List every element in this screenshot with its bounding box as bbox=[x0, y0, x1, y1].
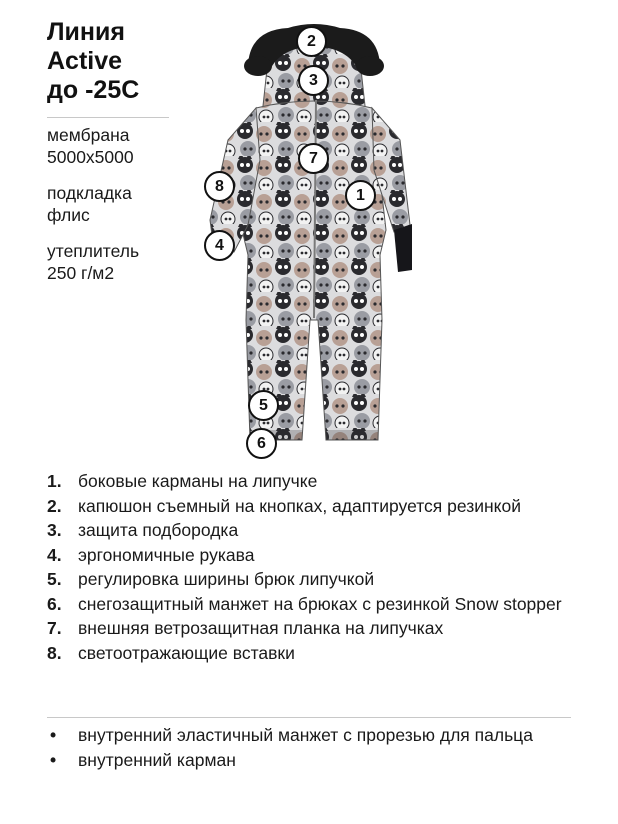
marker-3: 3 bbox=[298, 65, 329, 96]
spec-membrane-value: 5000х5000 bbox=[47, 147, 134, 167]
marker-4: 4 bbox=[204, 230, 235, 261]
feature-number: 2. bbox=[47, 495, 62, 516]
feature-number: 7. bbox=[47, 618, 62, 638]
spec-insulation bbox=[47, 240, 139, 284]
spec-lining bbox=[47, 182, 132, 226]
feature-number: 5. bbox=[47, 569, 62, 589]
title-line-1: Линия bbox=[47, 18, 125, 46]
marker-2: 2 bbox=[296, 26, 327, 57]
divider-top bbox=[47, 117, 169, 118]
feature-number: 6. bbox=[47, 593, 62, 614]
marker-5: 5 bbox=[248, 390, 279, 421]
marker-6: 6 bbox=[246, 428, 277, 459]
feature-text: внешняя ветрозащитная планка на липучках bbox=[78, 618, 444, 638]
feature-number: 1. bbox=[47, 471, 62, 491]
extras-item bbox=[47, 748, 577, 773]
feature-text: капюшон съемный на кнопках, адаптируется резинкой bbox=[78, 495, 522, 516]
feature-item bbox=[47, 567, 577, 592]
title-line-2: Active bbox=[47, 47, 123, 75]
extras-text: внутренний карман bbox=[78, 749, 236, 770]
feature-text: защита подбородка bbox=[78, 520, 239, 540]
feature-item bbox=[47, 469, 577, 494]
feature-text: боковые карманы на липучке bbox=[78, 471, 318, 491]
feature-item bbox=[47, 641, 577, 666]
spec-insulation-value: 250 г/м2 bbox=[47, 263, 115, 283]
feature-list bbox=[47, 469, 577, 665]
feature-text: снегозащитный манжет на брюках с резинкой Snow stopper bbox=[78, 593, 562, 614]
feature-number: 8. bbox=[47, 642, 62, 663]
extras-item bbox=[47, 723, 577, 748]
spec-lining-label: подкладка bbox=[47, 183, 132, 203]
marker-1: 1 bbox=[345, 180, 376, 211]
divider-bottom bbox=[47, 717, 571, 718]
title-line-3: до -25С bbox=[47, 76, 140, 104]
feature-item bbox=[47, 494, 577, 519]
feature-text: регулировка ширины брюк липучкой bbox=[78, 569, 375, 589]
extras-list bbox=[47, 723, 577, 772]
spec-insulation-label: утеплитель bbox=[47, 241, 140, 261]
feature-number: 4. bbox=[47, 544, 62, 565]
bullet-icon: • bbox=[50, 725, 57, 745]
feature-item bbox=[47, 592, 577, 617]
feature-item bbox=[47, 543, 577, 568]
extras-text: внутренний эластичный манжет с прорезью для пальца bbox=[78, 725, 533, 745]
marker-7: 7 bbox=[298, 143, 329, 174]
marker-8: 8 bbox=[204, 171, 235, 202]
spec-membrane-label: мембрана bbox=[47, 125, 130, 145]
feature-item bbox=[47, 518, 577, 543]
feature-item bbox=[47, 616, 577, 641]
feature-text: светоотражающие вставки bbox=[78, 642, 295, 663]
spec-lining-value: флис bbox=[47, 205, 90, 225]
product-line-title bbox=[47, 18, 139, 105]
feature-number: 3. bbox=[47, 520, 62, 540]
spec-membrane bbox=[47, 124, 134, 168]
bullet-icon: • bbox=[50, 749, 57, 770]
feature-text: эргономичные рукава bbox=[78, 544, 255, 565]
